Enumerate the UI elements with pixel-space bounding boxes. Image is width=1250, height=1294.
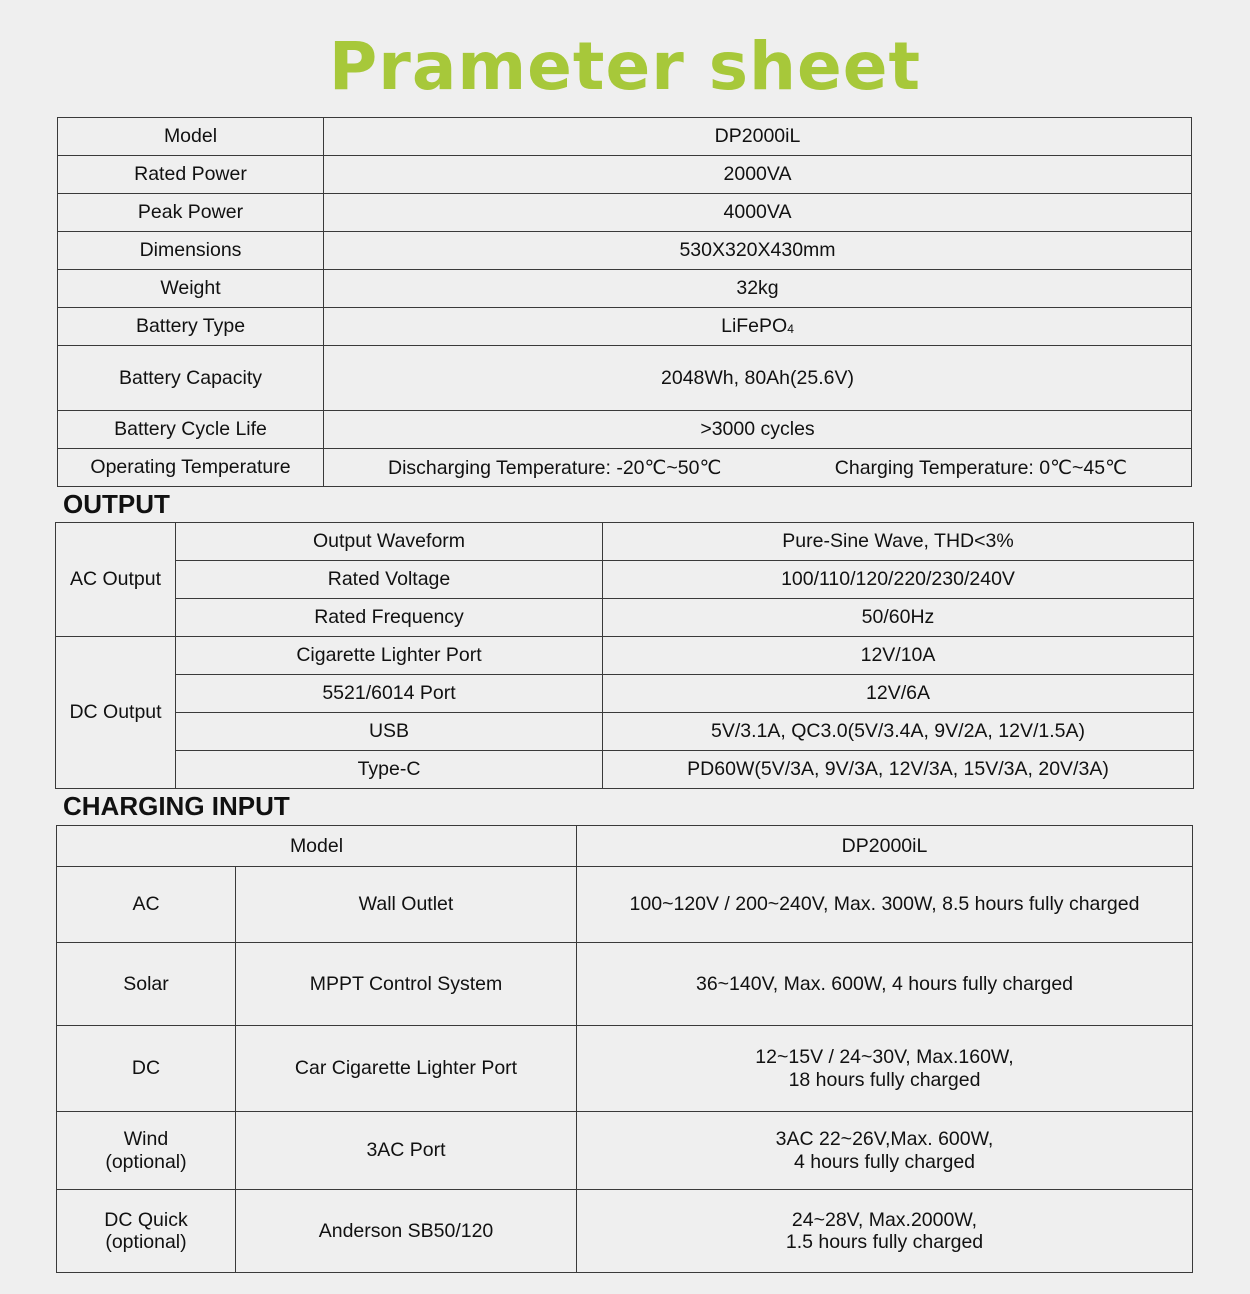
table-row — [57, 943, 1193, 1026]
spec-value: 530X320X430mm — [324, 232, 1192, 270]
output-table — [55, 522, 1194, 789]
charging-type — [57, 943, 236, 1026]
spec-value: 2000VA — [324, 156, 1192, 194]
charging-header-value: DP2000iL — [577, 826, 1193, 867]
charging-spec-line: 24~28V, Max.2000W, — [791, 1208, 978, 1231]
spec-table — [57, 117, 1192, 487]
output-value: 12V/6A — [603, 675, 1194, 713]
table-row — [56, 523, 1194, 561]
table-row — [57, 1190, 1193, 1273]
output-name: Rated Voltage — [176, 561, 603, 599]
table-row — [58, 156, 1192, 194]
charging-spec — [577, 867, 1193, 943]
table-row — [57, 867, 1193, 943]
spec-label: Battery Capacity — [58, 346, 324, 411]
output-name: Cigarette Lighter Port — [176, 637, 603, 675]
charging-spec — [577, 1026, 1193, 1112]
charging-type — [57, 1190, 236, 1273]
output-value: 100/110/120/220/230/240V — [603, 561, 1194, 599]
charging-spec-line: 12~15V / 24~30V, Max.160W, — [755, 1046, 1014, 1069]
battery-chemistry: LiFePO — [721, 315, 788, 338]
charging-type-line: DC — [131, 1057, 161, 1080]
spec-label: Dimensions — [58, 232, 324, 270]
table-row — [56, 713, 1194, 751]
discharging-temperature: Discharging Temperature: -20℃~50℃ — [388, 457, 722, 479]
charging-type — [57, 1026, 236, 1112]
output-name: Type-C — [176, 751, 603, 789]
charging-port: Car Cigarette Lighter Port — [236, 1026, 577, 1112]
table-row — [58, 270, 1192, 308]
charging-type-line: AC — [132, 893, 160, 916]
spec-label: Battery Cycle Life — [58, 411, 324, 449]
table-row — [58, 346, 1192, 411]
table-row — [58, 232, 1192, 270]
output-name: Output Waveform — [176, 523, 603, 561]
page-title: Prameter sheet — [328, 28, 922, 105]
table-row — [58, 308, 1192, 346]
spec-value: 2048Wh, 80Ah(25.6V) — [324, 346, 1192, 411]
spec-label: Battery Type — [58, 308, 324, 346]
charging-port: 3AC Port — [236, 1112, 577, 1190]
charging-port: MPPT Control System — [236, 943, 577, 1026]
charging-spec-line: 36~140V, Max. 600W, 4 hours fully charged — [695, 972, 1074, 995]
table-row — [56, 561, 1194, 599]
output-value: 12V/10A — [603, 637, 1194, 675]
output-value: 5V/3.1A, QC3.0(5V/3.4A, 9V/2A, 12V/1.5A) — [603, 713, 1194, 751]
table-row — [57, 1026, 1193, 1112]
output-name: Rated Frequency — [176, 599, 603, 637]
spec-value: DP2000iL — [324, 118, 1192, 156]
charging-port: Wall Outlet — [236, 867, 577, 943]
spec-label: Operating Temperature — [58, 449, 324, 487]
table-row — [56, 751, 1194, 789]
output-name: 5521/6014 Port — [176, 675, 603, 713]
spec-value: >3000 cycles — [324, 411, 1192, 449]
table-row — [56, 599, 1194, 637]
charging-spec-line: 4 hours fully charged — [793, 1150, 976, 1173]
charging-type — [57, 867, 236, 943]
charging-type-line: Solar — [123, 972, 169, 995]
charging-table — [56, 825, 1193, 1273]
ac-output-label: AC Output — [56, 523, 176, 637]
table-row — [58, 194, 1192, 232]
table-row — [58, 449, 1192, 487]
charging-spec-line: 18 hours fully charged — [788, 1068, 981, 1091]
charging-type — [57, 1112, 236, 1190]
output-name: USB — [176, 713, 603, 751]
charging-temperature: Charging Temperature: 0℃~45℃ — [834, 457, 1127, 479]
dc-output-label: DC Output — [56, 637, 176, 789]
spec-value: 4000VA — [324, 194, 1192, 232]
spec-value: 32kg — [324, 270, 1192, 308]
table-row — [57, 826, 1193, 867]
table-row — [58, 118, 1192, 156]
output-value: PD60W(5V/3A, 9V/3A, 12V/3A, 15V/3A, 20V/3A) — [603, 751, 1194, 789]
charging-port: Anderson SB50/120 — [236, 1190, 577, 1273]
charging-spec — [577, 1112, 1193, 1190]
charging-spec-line: 3AC 22~26V,Max. 600W, — [775, 1128, 994, 1151]
charging-type-line: DC Quick — [104, 1208, 188, 1231]
spec-value — [324, 308, 1192, 346]
spec-label: Weight — [58, 270, 324, 308]
battery-chemistry-subscript: 4 — [787, 322, 794, 337]
charging-spec-line: 100~120V / 200~240V, Max. 300W, 8.5 hours fully charged — [629, 893, 1140, 916]
charging-spec — [577, 1190, 1193, 1273]
output-value: Pure-Sine Wave, THD<3% — [603, 523, 1194, 561]
spec-label: Model — [58, 118, 324, 156]
table-row — [58, 411, 1192, 449]
spec-label: Peak Power — [58, 194, 324, 232]
spec-value — [324, 449, 1192, 487]
table-row — [56, 637, 1194, 675]
output-value: 50/60Hz — [603, 599, 1194, 637]
charging-spec-line: 1.5 hours fully charged — [785, 1231, 984, 1253]
spec-label: Rated Power — [58, 156, 324, 194]
table-row — [57, 1112, 1193, 1190]
charging-type-line: (optional) — [105, 1150, 187, 1173]
charging-input-heading: CHARGING INPUT — [63, 791, 290, 821]
charging-spec — [577, 943, 1193, 1026]
charging-type-line: (optional) — [105, 1231, 187, 1253]
output-heading: OUTPUT — [63, 489, 170, 519]
charging-header-label: Model — [57, 826, 577, 867]
table-row — [56, 675, 1194, 713]
charging-type-line: Wind — [123, 1128, 169, 1151]
